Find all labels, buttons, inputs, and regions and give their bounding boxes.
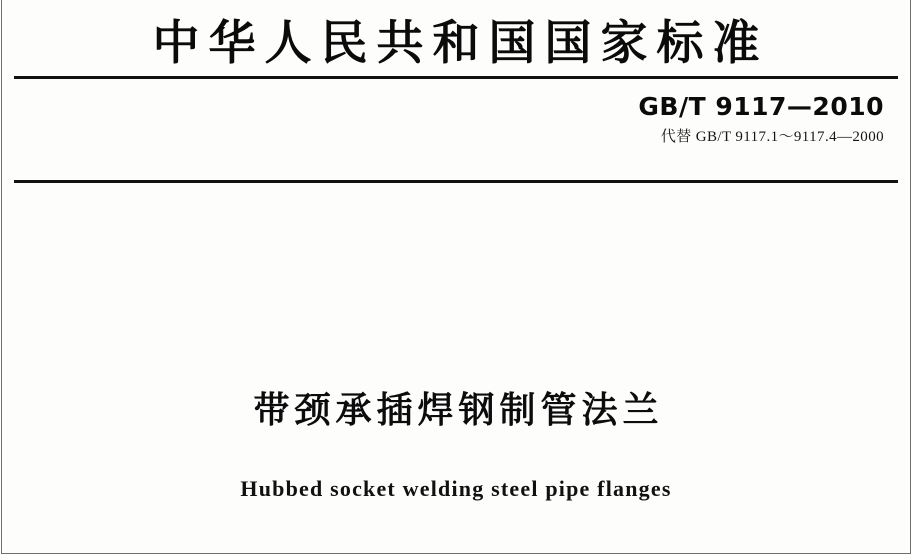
standard-code-block [638,94,884,146]
document-title-chinese: 带颈承插焊钢制管法兰 [253,390,664,431]
document-title-english: Hubbed socket welding steel pipe flanges [240,476,672,501]
national-standard-header: 中华人民共和国国家标准 [152,16,769,71]
standard-code: GB/T 9117—2010 [638,92,884,121]
header-rule-top [14,76,898,79]
header-rule-bottom [14,180,898,183]
replaces-note: 代替 GB/T 9117.1～9117.4—2000 [660,129,884,146]
